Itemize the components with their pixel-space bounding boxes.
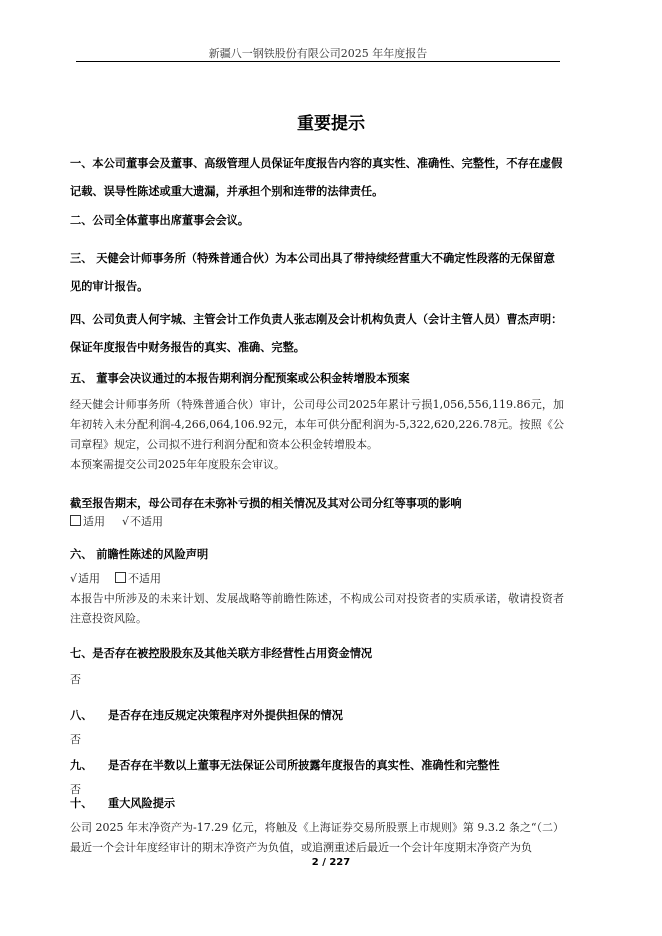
section-10-heading: 十、 重大风险提示 bbox=[70, 797, 176, 810]
loss-opt-not-applicable: 不适用 bbox=[130, 515, 164, 528]
header-divider bbox=[76, 61, 560, 62]
s6-opt-applicable: 适用 bbox=[78, 572, 101, 585]
section-9-answer: 否 bbox=[70, 783, 81, 796]
section-3-text: 三、 天健会计师事务所（特殊普通合伙）为本公司出具了带持续经营重大不确定性段落的无保留意见的审计报告。 bbox=[70, 252, 555, 293]
loss-opt-applicable: 适用 bbox=[83, 515, 105, 528]
section-6-heading: 六、 前瞻性陈述的风险声明 bbox=[70, 548, 209, 561]
loss-heading: 截至报告期末，母公司存在未弥补亏损的相关情况及其对公司分红等事项的影响 bbox=[70, 497, 462, 510]
section-2 bbox=[70, 207, 564, 235]
section-5-para1: 经天健会计师事务所（特殊普通合伙）审计，公司母公司2025年累计亏损1,056,556,119.86元，加年初转入未分配利润-4,266,064,106.92元，本年可供分配利润为-5,322,620,226.78元。按照《公司章程》规定，公司拟不进行利润分配和资本公积金转增股本。 bbox=[70, 398, 564, 451]
section-5-heading: 五、 董事会决议通过的本报告期利润分配预案或公积金转增股本预案 bbox=[70, 372, 410, 385]
check-mark-icon: √ bbox=[70, 572, 78, 585]
section-6-para: 本报告中所涉及的未来计划、发展战略等前瞻性陈述，不构成公司对投资者的实质承诺，敬请投资者注意投资风险。 bbox=[70, 592, 564, 625]
section-4-text: 四、公司负责人何宇城、主管会计工作负责人张志刚及会计机构负责人（会计主管人员）曹杰声明：保证年度报告中财务报告的真实、准确、完整。 bbox=[70, 313, 563, 354]
section-8 bbox=[70, 702, 564, 750]
section-5 bbox=[70, 365, 564, 475]
section-10 bbox=[70, 790, 564, 858]
section-8-heading: 八、 是否存在违反规定决策程序对外提供担保的情况 bbox=[70, 709, 343, 722]
section-10-para: 公司 2025 年末净资产为-17.29 亿元，将触及《上海证券交易所股票上市规则》第 9.3.2 条之“（二）最近一个会计年度经审计的期末净资产为负值，或追溯重述后最近一个会计年度期末净资产为负 bbox=[70, 821, 564, 854]
page-title: 重要提示 bbox=[297, 114, 365, 134]
section-7 bbox=[70, 640, 564, 690]
checkbox-icon bbox=[70, 515, 81, 526]
section-7-answer: 否 bbox=[70, 673, 81, 686]
s6-opt-not-applicable: 不适用 bbox=[128, 572, 162, 585]
page-number: 2 / 227 bbox=[311, 857, 351, 868]
checkbox-icon bbox=[115, 572, 126, 583]
section-7-heading: 七、是否存在被控股股东及其他关联方非经营性占用资金情况 bbox=[70, 647, 373, 660]
section-6-options bbox=[70, 569, 564, 589]
section-4 bbox=[70, 306, 564, 362]
section-1 bbox=[70, 150, 564, 206]
section-2-text: 二、公司全体董事出席董事会会议。 bbox=[70, 214, 250, 227]
loss-section bbox=[70, 490, 564, 532]
section-5-para2: 本预案需提交公司2025年年度股东会审议。 bbox=[70, 458, 285, 471]
section-6 bbox=[70, 541, 564, 629]
section-3 bbox=[70, 245, 564, 301]
section-9-heading: 九、 是否存在半数以上董事无法保证公司所披露年度报告的真实性、准确性和完整性 bbox=[70, 759, 500, 772]
page-header: 新疆八一钢铁股份有限公司2025 年年度报告 bbox=[208, 47, 428, 60]
check-mark-icon: √ bbox=[122, 515, 130, 528]
section-1-text: 一、本公司董事会及董事、高级管理人员保证年度报告内容的真实性、准确性、完整性，不存在虚假记载、误导性陈述或重大遗漏，并承担个别和连带的法律责任。 bbox=[70, 157, 563, 198]
section-8-answer: 否 bbox=[70, 733, 81, 746]
